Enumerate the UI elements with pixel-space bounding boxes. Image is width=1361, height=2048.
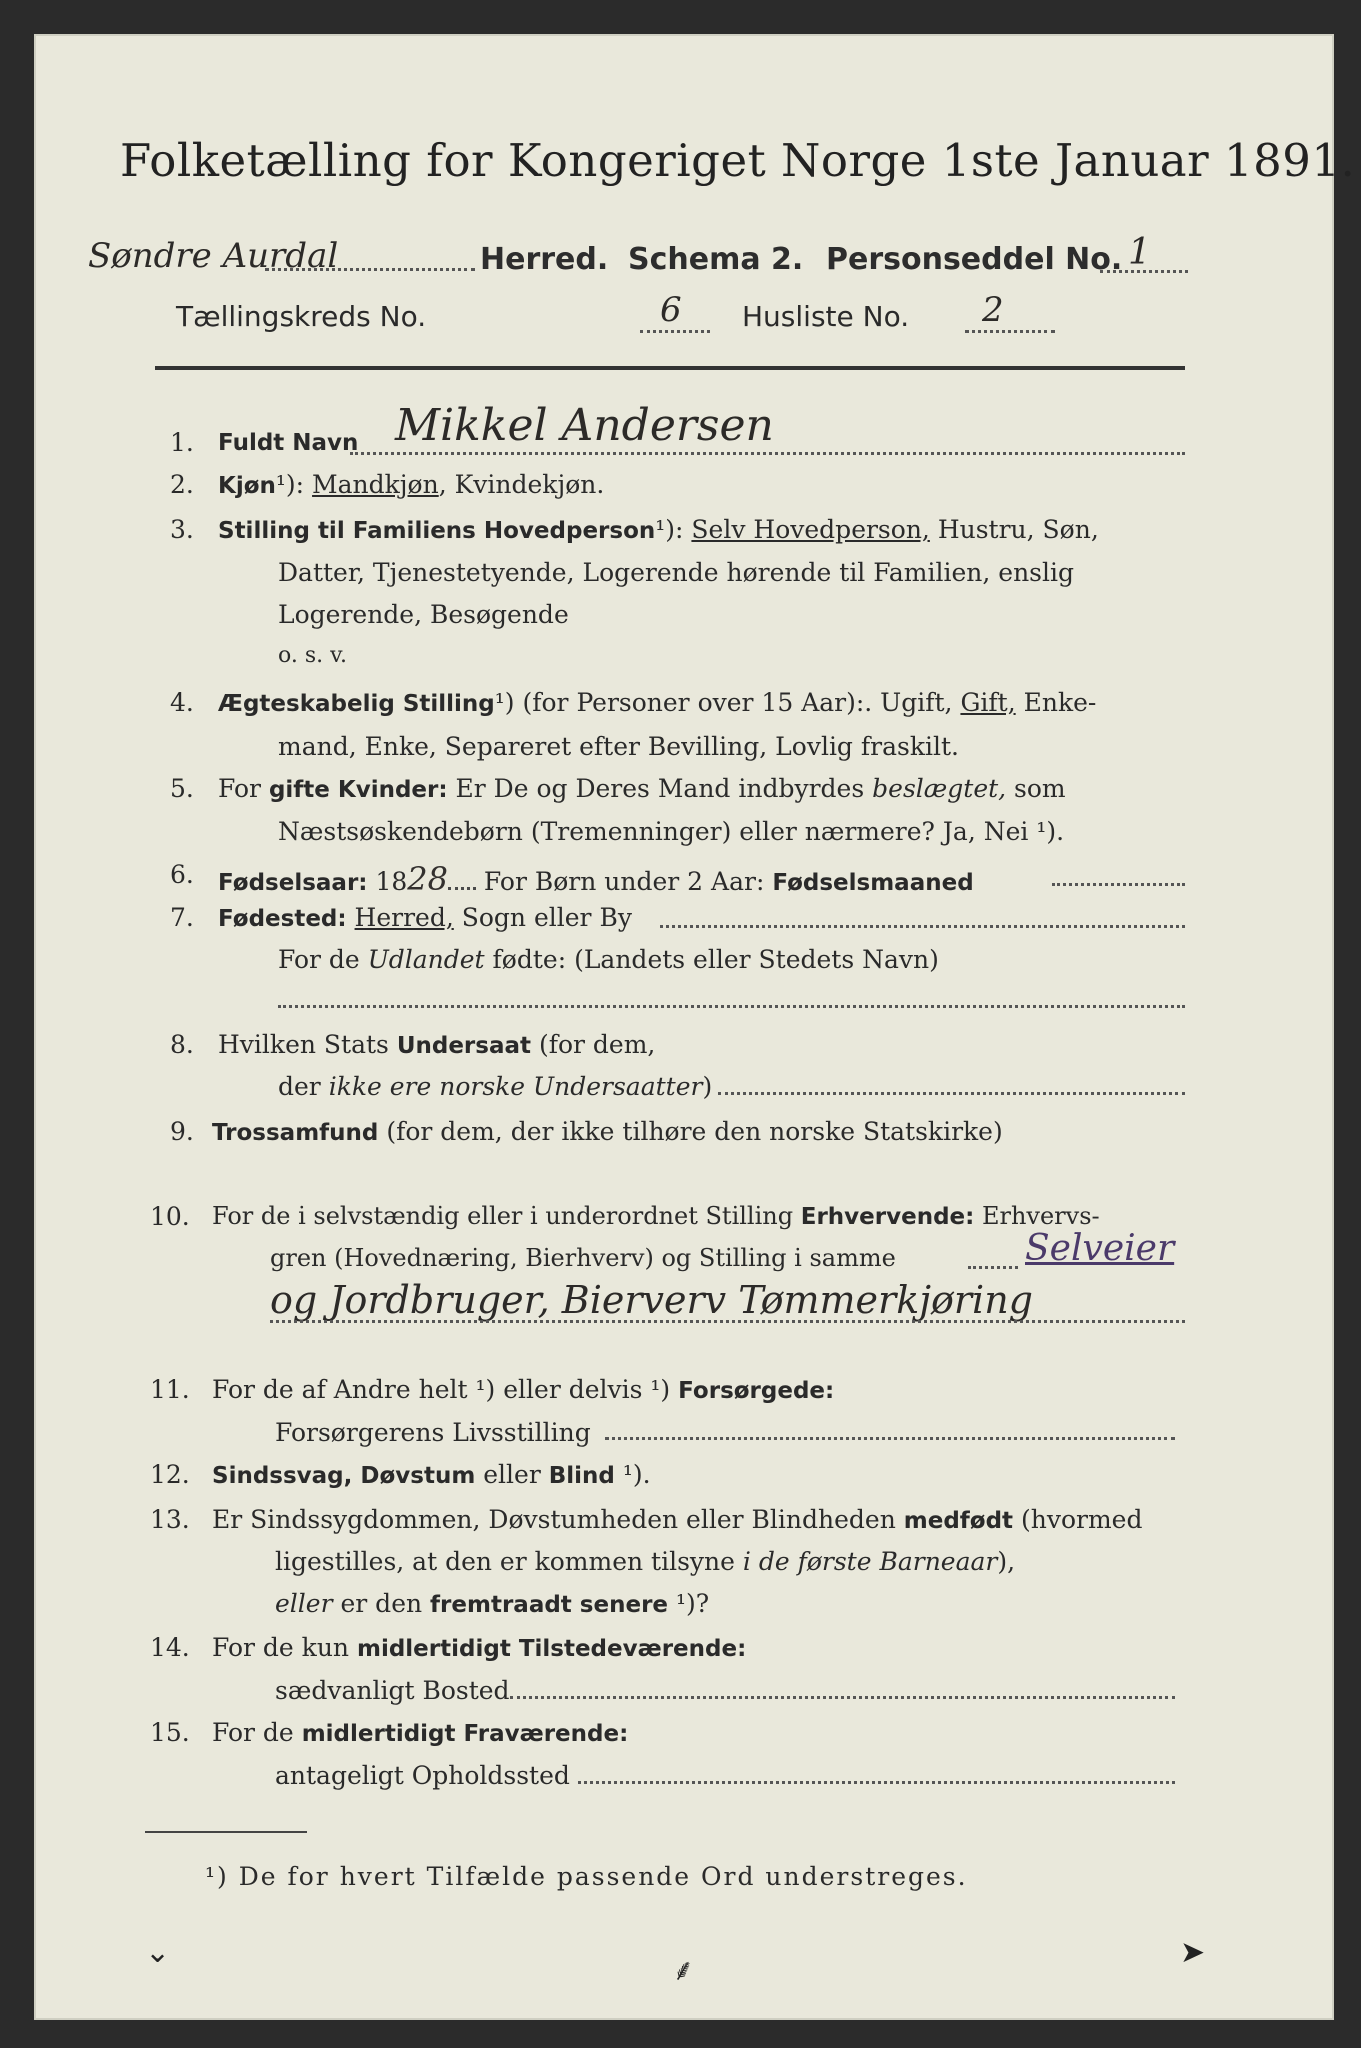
item-5-number: 5. — [170, 774, 194, 803]
item-1-dots — [350, 452, 1185, 455]
item-5-rest-2: som — [1006, 774, 1066, 803]
item-13-number: 13. — [150, 1505, 190, 1534]
item-7-line-2i: Udlandet — [367, 945, 485, 974]
item-4-line-2: mand, Enke, Separeret efter Bevilling, Lovlig fraskilt. — [278, 732, 959, 761]
item-8-line-2a: der — [278, 1072, 329, 1101]
item-14-pre: For de kun — [212, 1633, 357, 1662]
item-6-dots-a — [448, 887, 476, 890]
item-7-dots — [660, 925, 1185, 928]
item-12-label: Sindssvag, Døvstum — [212, 1463, 476, 1489]
item-11-label: Forsørgede: — [678, 1378, 835, 1404]
item-9-line — [212, 1117, 1003, 1146]
item-5-line-1 — [218, 774, 1066, 803]
schema-label: Schema 2. — [628, 242, 804, 277]
item-1-number: 1. — [170, 428, 194, 457]
item-12-rest: ¹). — [614, 1460, 651, 1489]
erhverv-value-1: Selveier — [1025, 1228, 1175, 1269]
item-3-label: Stilling til Familiens Hovedperson — [218, 518, 656, 544]
item-11-number: 11. — [150, 1375, 190, 1404]
item-13-pre: Er Sindssygdommen, Døvstumheden eller Blindheden — [212, 1505, 904, 1534]
item-15-dots — [578, 1781, 1175, 1784]
item-11-pre: For de af Andre helt ¹) eller delvis ¹) — [212, 1375, 679, 1404]
item-13-line-1 — [212, 1505, 1142, 1534]
birth-year-value: 28 — [407, 860, 448, 898]
item-9-number: 9. — [170, 1117, 194, 1146]
item-13-line-3c: ¹)? — [668, 1589, 710, 1618]
item-6-number: 6. — [170, 860, 194, 889]
item-3-line-1 — [218, 515, 1099, 544]
item-13-line-3a: er den — [332, 1589, 431, 1618]
personseddel-label: Personseddel No. — [826, 242, 1123, 277]
erhverv-value-2: og Jordbruger, Bierverv Tømmerkjøring — [270, 1278, 1034, 1322]
stilling-selected-gift: Gift, — [960, 688, 1016, 717]
item-8-line-2 — [278, 1072, 712, 1101]
personseddel-value: 1 — [1128, 232, 1151, 273]
item-13-line-2i: i de første Barneaar — [742, 1547, 998, 1576]
item-3-line-2: Datter, Tjenestetyende, Logerende hørende til Familien, enslig — [278, 558, 1075, 587]
form-title: Folketælling for Kongeriget Norge 1ste Januar 1891. — [120, 134, 1356, 187]
item-14-line-1 — [212, 1633, 746, 1662]
husliste-dots — [965, 330, 1055, 333]
item-2-label: Kjøn — [218, 473, 276, 499]
item-11-dots — [605, 1437, 1175, 1440]
item-8-dots — [718, 1092, 1185, 1095]
item-13-line-3i: eller — [275, 1589, 333, 1618]
item-7-line-1 — [218, 903, 632, 932]
item-10-line-1 — [212, 1202, 1100, 1230]
item-10-number: 10. — [150, 1202, 190, 1231]
full-name-value: Mikkel Andersen — [395, 400, 774, 451]
kjon-selected-mandkjon: Mandkjøn — [312, 470, 439, 499]
husliste-value: 2 — [982, 290, 1004, 330]
item-5-pre: For — [218, 774, 269, 803]
item-3-sup: ¹): — [655, 515, 684, 544]
item-3-line-4: o. s. v. — [278, 643, 347, 668]
item-3-line-3: Logerende, Besøgende — [278, 600, 569, 629]
footnote-rule — [145, 1831, 307, 1833]
personseddel-dots — [1100, 270, 1188, 273]
item-7-rest: Sogn eller By — [453, 903, 632, 932]
item-11-line-2: Forsørgerens Livsstilling — [275, 1418, 591, 1447]
kreds-dots — [640, 330, 710, 333]
item-13-line-3 — [275, 1589, 709, 1618]
item-5-rest-1: Er De og Deres Mand indbyrdes — [447, 774, 873, 803]
item-15-line-1 — [212, 1718, 628, 1747]
item-9-rest: (for dem, der ikke tilhøre den norske Statskirke) — [378, 1117, 1003, 1146]
item-10-dots-2 — [270, 1320, 1185, 1323]
item-13-line-2b: ), — [997, 1547, 1016, 1576]
pen-mark-right-icon: ➤ — [1180, 1935, 1206, 1970]
item-10-dots — [968, 1266, 1018, 1269]
item-4-line-1 — [218, 688, 1096, 717]
item-14-number: 14. — [150, 1633, 190, 1662]
item-6-label-2: Fødselsmaaned — [772, 870, 974, 896]
item-3-number: 3. — [170, 515, 194, 544]
item-10-pre: For de i selvstændig eller i underordnet Stilling — [212, 1202, 801, 1230]
item-8-pre: Hvilken Stats — [218, 1030, 397, 1059]
item-2-rest: , Kvindekjøn. — [438, 470, 605, 499]
item-1-label: Fuldt Navn — [218, 430, 359, 456]
item-6-label: Fødselsaar: — [218, 870, 368, 896]
footnote: ¹) De for hvert Tilfælde passende Ord understreges. — [205, 1862, 968, 1891]
item-3-rest: Hustru, Søn, — [929, 515, 1099, 544]
item-4-number: 4. — [170, 688, 194, 717]
item-15-line-2: antageligt Opholdssted — [275, 1761, 570, 1790]
item-6-dots — [1052, 883, 1185, 886]
item-13-line-2a: ligestilles, at den er kommen tilsyne — [275, 1547, 743, 1576]
item-12-label-2: Blind — [548, 1463, 615, 1489]
item-13-line-2 — [275, 1547, 1015, 1576]
item-6-pre: 18 — [367, 867, 408, 896]
item-14-line-2: sædvanligt Bosted — [275, 1676, 510, 1705]
herred-value: Søndre Aurdal — [88, 236, 339, 276]
item-13-label: medfødt — [903, 1508, 1014, 1534]
item-14-label: midlertidigt Tilstedeværende: — [356, 1636, 747, 1662]
item-4-label: Ægteskabelig Stilling — [218, 691, 495, 717]
item-14-dots — [510, 1696, 1175, 1699]
pen-mark-center-icon: ⸙ — [672, 1953, 695, 1988]
header-rule — [155, 366, 1185, 370]
item-13-line-3b: fremtraadt senere — [430, 1592, 669, 1618]
item-6-line — [218, 860, 974, 898]
item-8-line-2b: ) — [702, 1072, 713, 1101]
kreds-label: Tællingskreds No. — [176, 300, 427, 333]
item-5-italic: beslægtet, — [872, 774, 1007, 803]
item-15-number: 15. — [150, 1718, 190, 1747]
item-11-line-1 — [212, 1375, 834, 1404]
item-7-line-2b: fødte: (Landets eller Stedets Navn) — [484, 945, 939, 974]
item-12-number: 12. — [150, 1460, 190, 1489]
stilling-selected: Selv Hovedperson, — [691, 515, 930, 544]
item-7-line-2a: For de — [278, 945, 368, 974]
item-7-label: Fødested: — [218, 906, 347, 932]
item-7-line-2 — [278, 945, 939, 974]
item-5-line-2: Næstsøskendebørn (Tremenninger) eller nærmere? Ja, Nei ¹). — [278, 817, 1065, 846]
item-2-sup: ¹): — [275, 470, 305, 499]
item-12-line — [212, 1460, 651, 1489]
item-10-line-2: gren (Hovednæring, Bierhverv) og Stilling i samme — [270, 1244, 896, 1272]
item-6-rest: For Børn under 2 Aar: — [475, 867, 773, 896]
item-15-label: midlertidigt Fraværende: — [301, 1721, 629, 1747]
item-7-dots-2 — [278, 1005, 1185, 1008]
item-13-rest: (hvormed — [1013, 1505, 1143, 1534]
item-2-number: 2. — [170, 470, 194, 499]
fodested-selected-herred: Herred, — [354, 903, 454, 932]
item-7-number: 7. — [170, 903, 194, 932]
kreds-value: 6 — [660, 290, 682, 330]
herred-dots — [265, 268, 475, 271]
item-15-pre: For de — [212, 1718, 302, 1747]
husliste-label: Husliste No. — [742, 300, 910, 333]
item-8-number: 8. — [170, 1030, 194, 1059]
item-8-line-1 — [218, 1030, 655, 1059]
item-8-line-2i: ikke ere norske Undersaatter — [328, 1072, 703, 1101]
item-12-mid: eller — [475, 1460, 549, 1489]
item-2-line — [218, 470, 604, 499]
item-4-sup: ¹) — [494, 688, 515, 717]
herred-label: Herred. — [480, 242, 609, 277]
item-10-rest: Erhvervs- — [974, 1202, 1100, 1230]
item-9-label: Trossamfund — [212, 1120, 379, 1146]
item-10-label: Erhvervende: — [800, 1204, 975, 1230]
item-4-rest-2: Enke- — [1015, 688, 1097, 717]
item-4-rest-1: (for Personer over 15 Aar):. Ugift, — [514, 688, 961, 717]
item-8-label: Undersaat — [396, 1033, 531, 1059]
item-8-rest: (for dem, — [531, 1030, 656, 1059]
pen-mark-left-icon: ⌄ — [145, 1935, 171, 1970]
item-5-label: gifte Kvinder: — [268, 777, 448, 803]
